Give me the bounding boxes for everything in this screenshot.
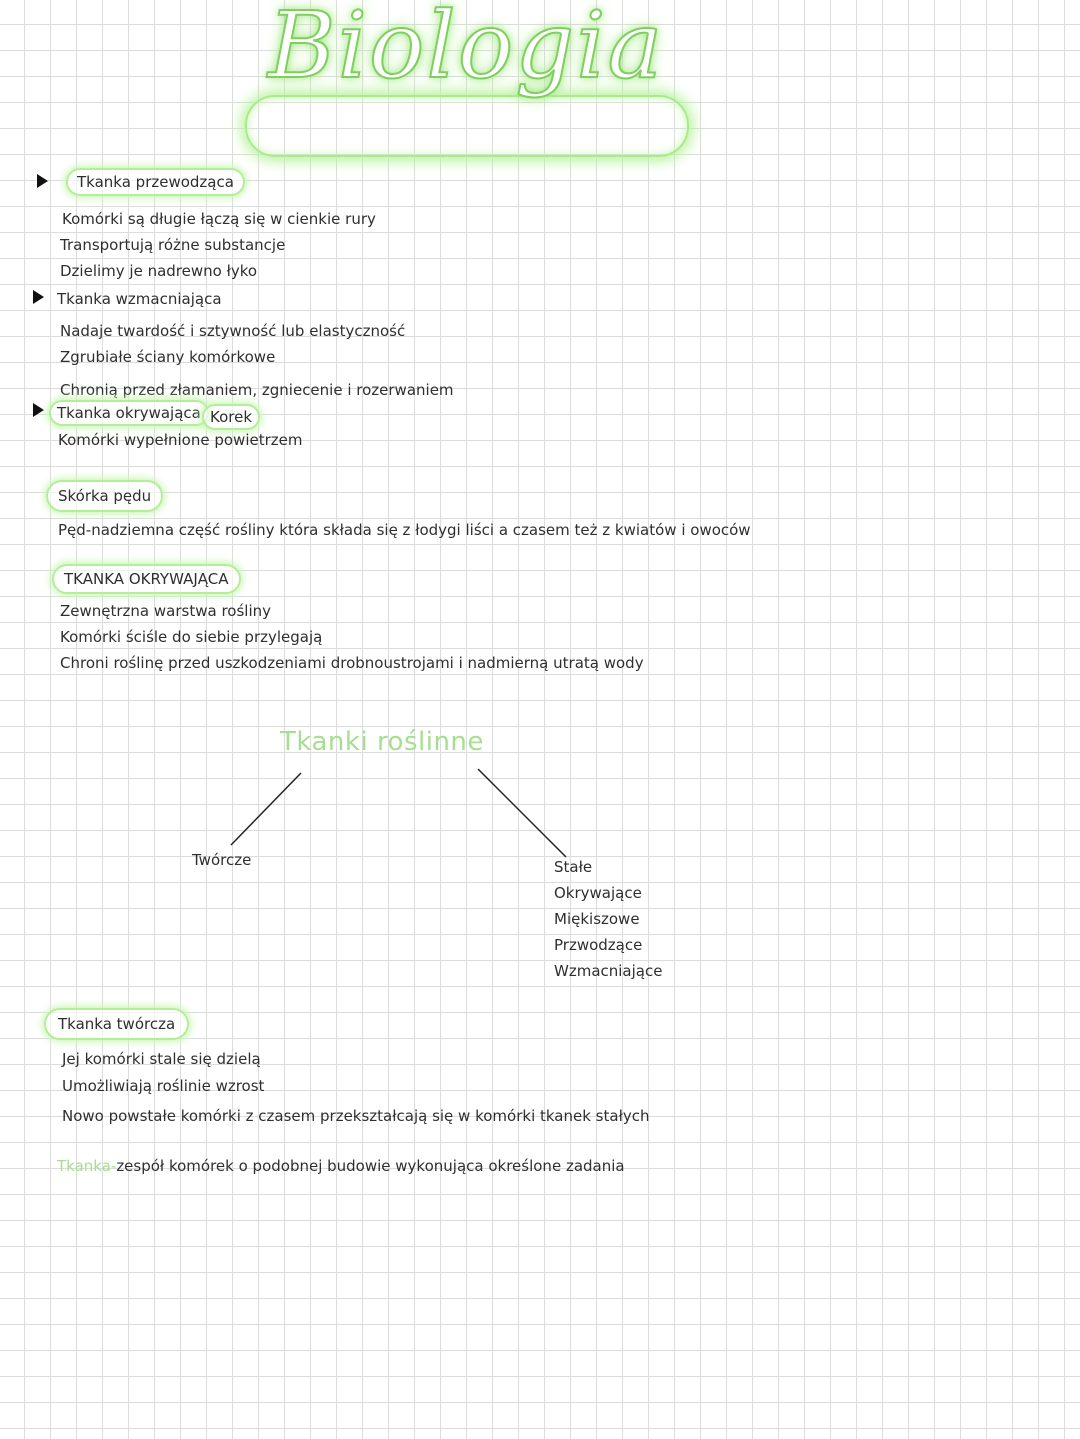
korek-tag: Korek <box>202 404 260 430</box>
note-line: Nadaje twardość i sztywność lub elastyczność <box>60 322 406 340</box>
section-heading-skorka-pedu: Skórka pędu <box>46 480 163 512</box>
connector-line-right <box>478 769 566 857</box>
definition-line <box>57 1157 625 1175</box>
section-heading-tkanka-okrywajaca-caps: TKANKA OKRYWAJĄCA <box>52 564 241 594</box>
diagram-right-item: Wzmacniające <box>554 962 663 980</box>
diagram-right-item: Miękiszowe <box>554 910 640 928</box>
note-line: Transportują różne substancje <box>60 236 286 254</box>
section-heading-wzmacniajaca: Tkanka wzmacniająca <box>57 290 222 308</box>
section-heading-przewodzaca: Tkanka przewodząca <box>66 168 245 196</box>
note-line: Pęd-nadziemna część rośliny która składa się z łodygi liści a czasem też z kwiatów i owoców <box>58 521 751 539</box>
section-heading-okrywajaca: Tkanka okrywająca <box>49 400 209 426</box>
definition-text: zespół komórek o podobnej budowie wykonująca określone zadania <box>116 1157 625 1175</box>
note-line: Komórki są długie łączą się w cienkie rury <box>62 210 376 228</box>
diagram-right-item: Przwodzące <box>554 936 643 954</box>
diagram-right-item: Okrywające <box>554 884 642 902</box>
note-line: Chroni roślinę przed uszkodzeniami drobnoustrojami i nadmierną utratą wody <box>60 654 644 672</box>
diagram-right-item: Stałe <box>554 858 593 876</box>
page-title: Biologia <box>268 0 665 99</box>
section-heading-tworcza: Tkanka twórcza <box>44 1008 189 1040</box>
note-line: Jej komórki stale się dzielą <box>62 1050 261 1068</box>
note-line: Chronią przed złamaniem, zgniecenie i rozerwaniem <box>60 381 454 399</box>
definition-term: Tkanka- <box>57 1157 117 1175</box>
note-line: Komórki wypełnione powietrzem <box>58 431 303 449</box>
note-line: Umożliwiają roślinie wzrost <box>62 1077 265 1095</box>
diagram-root-label: Tkanki roślinne <box>280 727 484 757</box>
connector-line-left <box>231 773 301 845</box>
diagram-left-label: Twórcze <box>192 851 252 869</box>
note-line: Nowo powstałe komórki z czasem przekształcają się w komórki tkanek stałych <box>62 1107 650 1125</box>
note-line: Zgrubiałe ściany komórkowe <box>60 348 276 366</box>
note-line: Komórki ściśle do siebie przylegają <box>60 628 323 646</box>
note-line: Zewnętrzna warstwa rośliny <box>60 602 271 620</box>
note-line: Dzielimy je nadrewno łyko <box>60 262 258 280</box>
